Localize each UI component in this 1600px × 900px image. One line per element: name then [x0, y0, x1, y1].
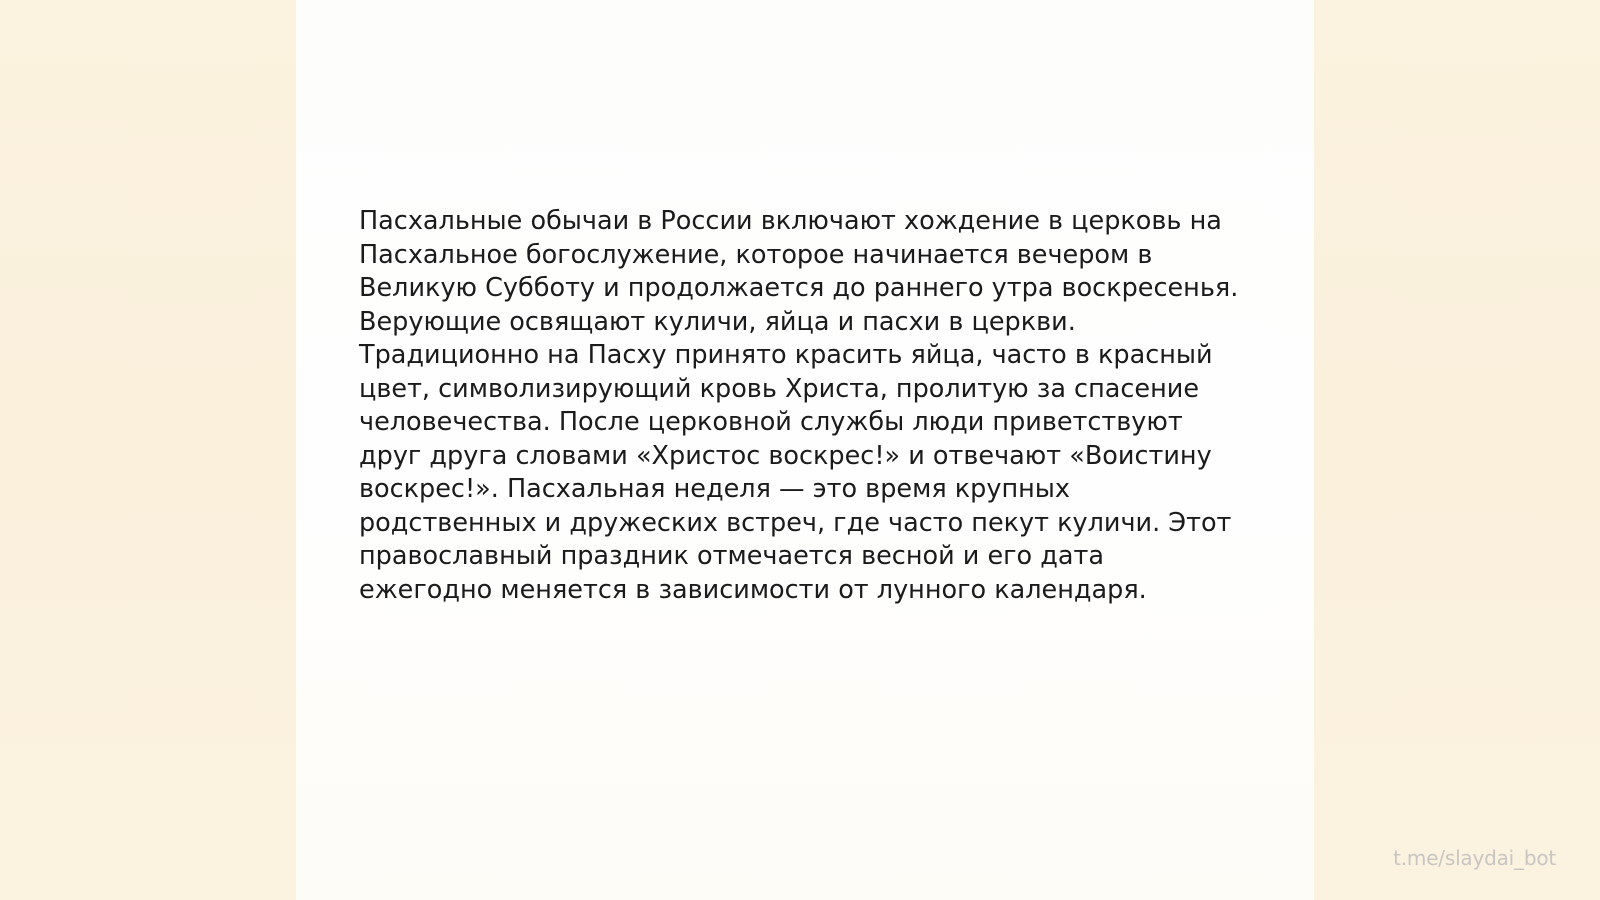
- body-line: Верующие освящают куличи, яйца и пасхи в церкви.: [359, 306, 1076, 337]
- body-line: Пасхальное богослужение, которое начинается вечером в: [359, 239, 1153, 270]
- body-line: Пасхальные обычаи в России включают хождение в церковь на: [359, 206, 1222, 236]
- body-line: Традиционно на Пасху принято красить яйца, часто в красный: [359, 340, 1213, 370]
- body-line: цвет, символизирующий кровь Христа, пролитую за спасение: [359, 373, 1200, 404]
- slide-body-text: [359, 205, 1259, 607]
- body-line: ежегодно меняется в зависимости от лунного календаря.: [359, 574, 1147, 605]
- body-line: друг друга словами «Христос воскрес!» и отвечают «Воистину: [359, 440, 1212, 471]
- body-line: Великую Субботу и продолжается до раннего утра воскресенья.: [359, 273, 1239, 303]
- body-line: воскрес!». Пасхальная неделя — это время крупных: [359, 474, 1071, 504]
- body-line: человечества. После церковной службы люди приветствуют: [359, 407, 1183, 437]
- left-side-background: [0, 0, 296, 900]
- right-side-background: [1314, 0, 1600, 900]
- body-line: православный праздник отмечается весной и его дата: [359, 541, 1104, 571]
- watermark-text: t.me/slaydai_bot: [1393, 846, 1556, 870]
- body-line: родственных и дружеских встреч, где часто пекут куличи. Этот: [359, 507, 1232, 538]
